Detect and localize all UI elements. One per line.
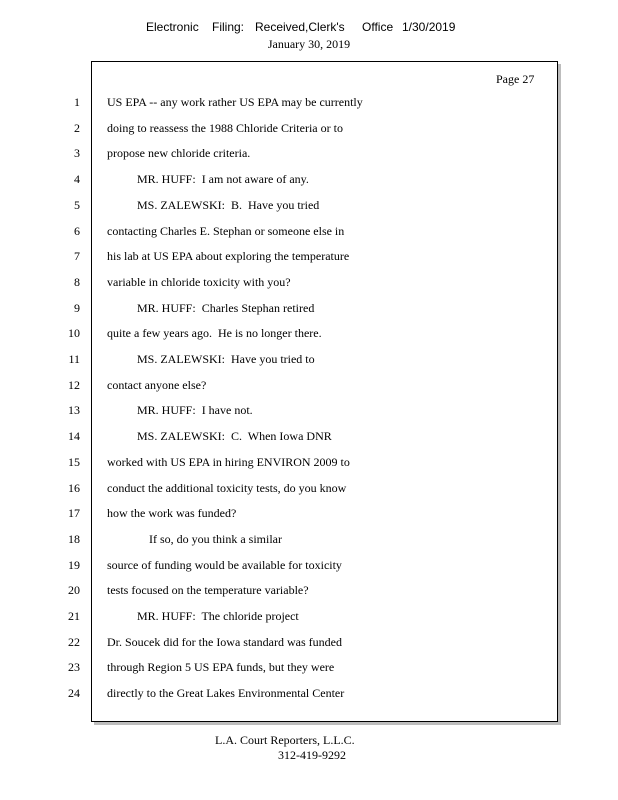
line-text: MS. ZALEWSKI: B. Have you tried	[107, 198, 320, 212]
filing-date: 1/30/2019	[402, 20, 456, 34]
page-number: Page 27	[496, 72, 535, 86]
filing-label-filing: Filing:	[212, 20, 245, 34]
line-text: how the work was funded?	[107, 506, 237, 520]
line-text: worked with US EPA in hiring ENVIRON 2009 to	[107, 455, 350, 469]
line-number: 11	[68, 352, 80, 366]
line-number: 12	[68, 378, 80, 392]
line-number: 7	[74, 249, 80, 263]
line-number: 18	[68, 532, 80, 546]
line-number: 5	[74, 198, 80, 212]
filing-label-electronic: Electronic	[146, 20, 199, 34]
line-number: 19	[68, 558, 80, 572]
line-text: source of funding would be available for toxicity	[107, 558, 342, 572]
line-text: tests focused on the temperature variable?	[107, 583, 309, 597]
line-number: 6	[74, 224, 80, 238]
line-number: 4	[74, 172, 80, 186]
line-number: 24	[68, 686, 80, 700]
line-number: 16	[68, 481, 80, 495]
line-text: Dr. Soucek did for the Iowa standard was funded	[107, 635, 342, 649]
line-text: doing to reassess the 1988 Chloride Criteria or to	[107, 121, 343, 135]
line-number: 2	[74, 121, 80, 135]
filing-label-received: Received,Clerk's	[255, 20, 345, 34]
line-number: 1	[74, 95, 80, 109]
line-text: US EPA -- any work rather US EPA may be currently	[107, 95, 363, 109]
line-text: contact anyone else?	[107, 378, 207, 392]
line-number: 8	[74, 275, 80, 289]
line-text: MR. HUFF: I am not aware of any.	[107, 172, 309, 186]
line-text: variable in chloride toxicity with you?	[107, 275, 291, 289]
line-number: 23	[68, 660, 80, 674]
line-text: If so, do you think a similar	[107, 532, 282, 546]
line-number: 22	[68, 635, 80, 649]
footer-phone: 312-419-9292	[278, 748, 346, 762]
line-text: quite a few years ago. He is no longer there.	[107, 326, 322, 340]
line-text: MS. ZALEWSKI: Have you tried to	[107, 352, 315, 366]
line-text: MR. HUFF: Charles Stephan retired	[107, 301, 315, 315]
line-text: MR. HUFF: I have not.	[107, 403, 253, 417]
line-text: through Region 5 US EPA funds, but they were	[107, 660, 335, 674]
document-date: January 30, 2019	[267, 37, 351, 51]
filing-label-office: Office	[362, 20, 394, 34]
line-number: 14	[68, 429, 80, 443]
line-number: 13	[68, 403, 80, 417]
footer-company: L.A. Court Reporters, L.L.C.	[215, 733, 355, 747]
line-number: 21	[68, 609, 80, 623]
line-text: MR. HUFF: The chloride project	[107, 609, 299, 623]
line-text: MS. ZALEWSKI: C. When Iowa DNR	[107, 429, 332, 443]
line-text: directly to the Great Lakes Environmental Center	[107, 686, 345, 700]
line-number: 9	[74, 301, 80, 315]
line-text: his lab at US EPA about exploring the temperature	[107, 249, 350, 263]
line-text: conduct the additional toxicity tests, do you know	[107, 481, 347, 495]
line-number: 17	[68, 506, 80, 520]
line-text: propose new chloride criteria.	[107, 146, 251, 160]
line-text: contacting Charles E. Stephan or someone else in	[107, 224, 345, 238]
line-number: 15	[68, 455, 80, 469]
line-number: 10	[68, 326, 80, 340]
line-number: 20	[68, 583, 80, 597]
line-number: 3	[74, 146, 80, 160]
